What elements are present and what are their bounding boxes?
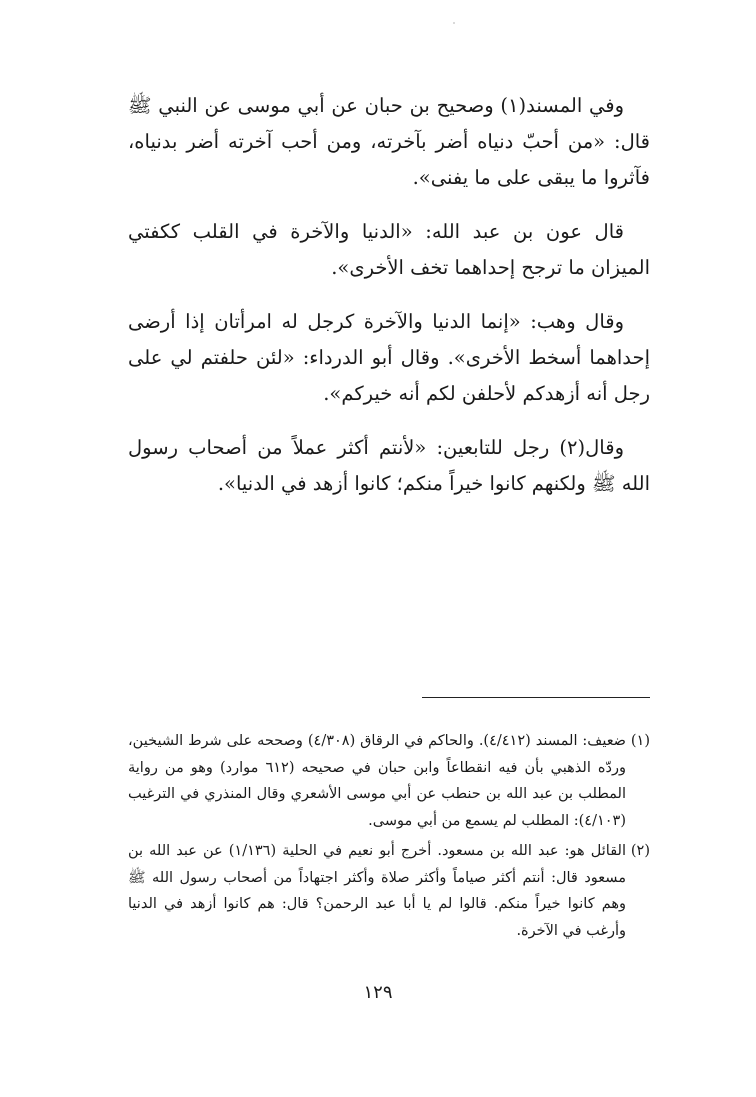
paragraph-2: قال عون بن عبد الله: «الدنيا والآخرة في القلب ككفتي الميزان ما ترجح إحداهما تخف الأخرى». xyxy=(128,220,650,279)
scan-speck xyxy=(453,22,455,24)
footnote-1 xyxy=(128,728,650,834)
footnote-separator xyxy=(422,697,650,698)
footnote-2-number: (٢) xyxy=(630,843,650,859)
footnote-1-number: (١) xyxy=(630,733,650,749)
footnotes xyxy=(128,728,650,948)
paragraph-1: وفي المسند(١) وصحيح بن حبان عن أبي موسى عن النبي ﷺ قال: «من أحبّ دنياه أضر بآخرته، ومن أحب آخرته أضر بدنياه، فآثروا ما يبقى على ما يفنى». xyxy=(128,94,650,189)
footnote-2 xyxy=(128,838,650,944)
paragraph-4: وقال(٢) رجل للتابعين: «لأنتم أكثر عملاً من أصحاب رسول الله ﷺ ولكنهم كانوا خيراً منكم؛ كانوا أزهد في الدنيا». xyxy=(128,436,650,495)
main-text xyxy=(128,88,650,520)
page-number: ١٢٩ xyxy=(363,982,393,1003)
footnote-2-text: القائل هو: عبد الله بن مسعود. أخرج أبو نعيم في الحلية (١/١٣٦) عن عبد الله بن مسعود قال: أنتم أكثر صياماً وأكثر صلاة وأكثر اجتهاداً من أصحاب رسول الله ﷺ وهم كانوا خيراً منكم. قالوا لم يا أبا عبد الرحمن؟ قال: هم كانوا أزهد في الدنيا وأرغب في الآخرة. xyxy=(128,843,626,939)
paragraph-3: وقال وهب: «إنما الدنيا والآخرة كرجل له امرأتان إذا أرضى إحداهما أسخط الأخرى». وقال أبو الدرداء: «لئن حلفتم لي على رجل أنه أزهدكم لأحلفن لكم أنه خيركم». xyxy=(128,310,650,405)
footnote-1-text: ضعيف: المسند (٤/٤١٢). والحاكم في الرقاق (٤/٣٠٨) وصححه على شرط الشيخين، وردّه الذهبي بأن فيه انقطاعاً وابن حبان في صحيحه (٦١٢ موارد) وهو من رواية المطلب بن عبد الله بن حنطب عن أبي موسى الأشعري وقال المنذري في الترغيب (٤/١٠٣): المطلب لم يسمع من أبي موسى. xyxy=(128,733,626,829)
